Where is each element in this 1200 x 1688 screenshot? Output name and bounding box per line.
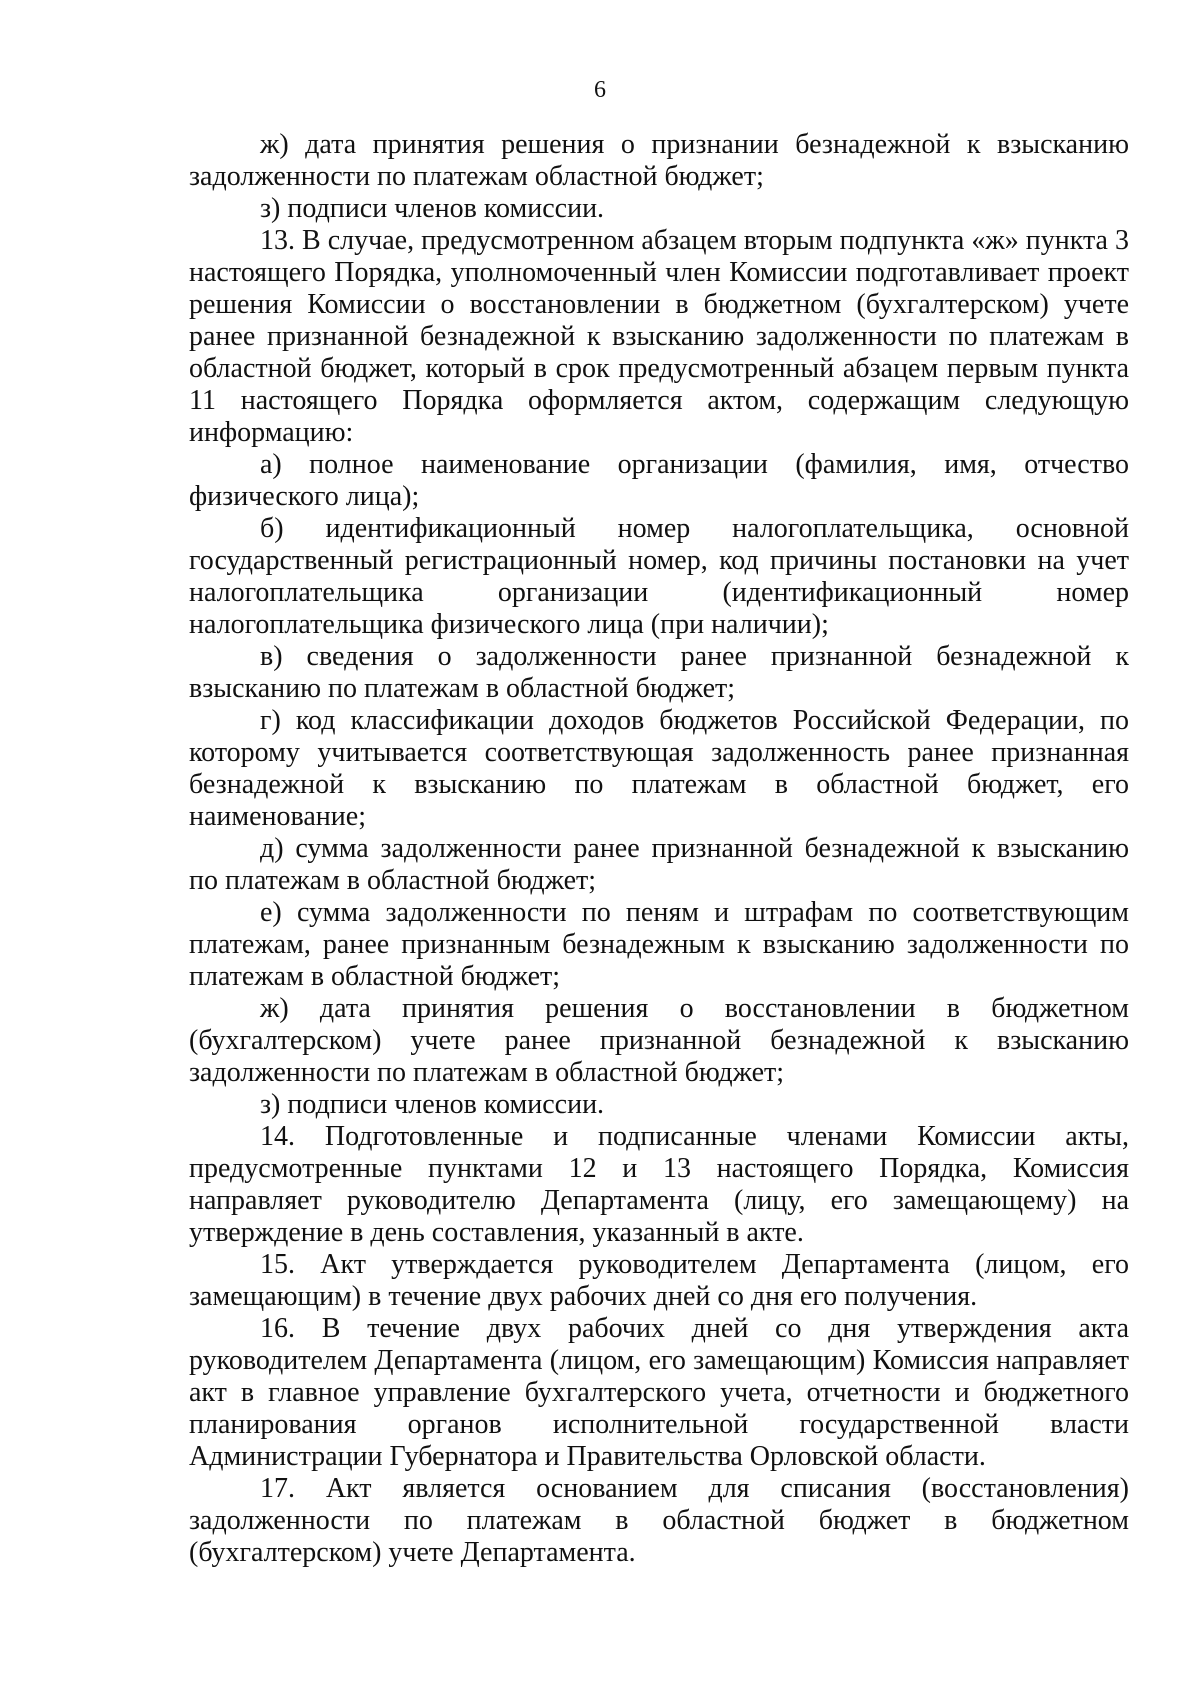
paragraph-clause-16: 16. В течение двух рабочих дней со дня утверждения акта руководителем Департамента (лицом, его замещающим) Комиссия направляет акт в главное управление бухгалтерского учета, отчетности и бюджетного планирования органов исполнительной государственной власти Администрации Губернатора и Правительства Орловской области. bbox=[189, 1313, 1129, 1472]
paragraph-item-d-debt-sum: д) сумма задолженности ранее признанной безнадежной к взысканию по платежам в областной бюджет; bbox=[189, 833, 1129, 896]
paragraph-clause-14: 14. Подготовленные и подписанные членами Комиссии акты, предусмотренные пунктами 12 и 13 настоящего Порядка, Комиссия направляет руководителю Департамента (лицу, его замещающему) на утверждение в день составления, указанный в акте. bbox=[189, 1121, 1129, 1248]
paragraph-item-zh-restore-date: ж) дата принятия решения о восстановлении в бюджетном (бухгалтерском) учете ранее признанной безнадежной к взысканию задолженности по платежам в областной бюджет; bbox=[189, 993, 1129, 1088]
paragraph-clause-13: 13. В случае, предусмотренном абзацем вторым подпункта «ж» пункта 3 настоящего Порядка, уполномоченный член Комиссии подготавливает проект решения Комиссии о восстановлении в бюджетном (бухгалтерском) учете ранее признанной безнадежной к взысканию задолженности по платежам в областной бюджет, который в срок предусмотренный абзацем первым пункта 11 настоящего Порядка оформляется актом, содержащим следующую информацию: bbox=[189, 225, 1129, 448]
paragraph-item-g-income-code: г) код классификации доходов бюджетов Российской Федерации, по которому учитывается соответствующая задолженность ранее признанная безнадежной к взысканию по платежам в областной бюджет, его наименование; bbox=[189, 705, 1129, 832]
paragraph-item-a-full-name: а) полное наименование организации (фамилия, имя, отчество физического лица); bbox=[189, 449, 1129, 512]
page-number: 6 bbox=[594, 77, 606, 103]
paragraph-clause-17: 17. Акт является основанием для списания (восстановления) задолженности по платежам в областной бюджет в бюджетном (бухгалтерском) учете Департамента. bbox=[189, 1473, 1129, 1568]
paragraph-item-e-penalties-sum: е) сумма задолженности по пеням и штрафам по соответствующим платежам, ранее признанным безнадежным к взысканию задолженности по платежам в областной бюджет; bbox=[189, 897, 1129, 992]
document-body bbox=[189, 129, 1129, 1569]
paragraph-item-z-signatures-2: з) подписи членов комиссии. bbox=[260, 1089, 605, 1120]
paragraph-item-b-tax-id: б) идентификационный номер налогоплательщика, основной государственный регистрационный номер, код причины постановки на учет налогоплательщика организации (идентификационный номер налогоплательщика физического лица (при наличии); bbox=[189, 513, 1129, 640]
paragraph-item-zh-decision-date: ж) дата принятия решения о признании безнадежной к взысканию задолженности по платежам областной бюджет; bbox=[189, 129, 1129, 192]
paragraph-clause-15: 15. Акт утверждается руководителем Департамента (лицом, его замещающим) в течение двух рабочих дней со дня его получения. bbox=[189, 1249, 1129, 1312]
paragraph-item-v-debt-info: в) сведения о задолженности ранее признанной безнадежной к взысканию по платежам в областной бюджет; bbox=[189, 641, 1129, 704]
paragraph-item-z-signatures: з) подписи членов комиссии. bbox=[260, 193, 605, 224]
